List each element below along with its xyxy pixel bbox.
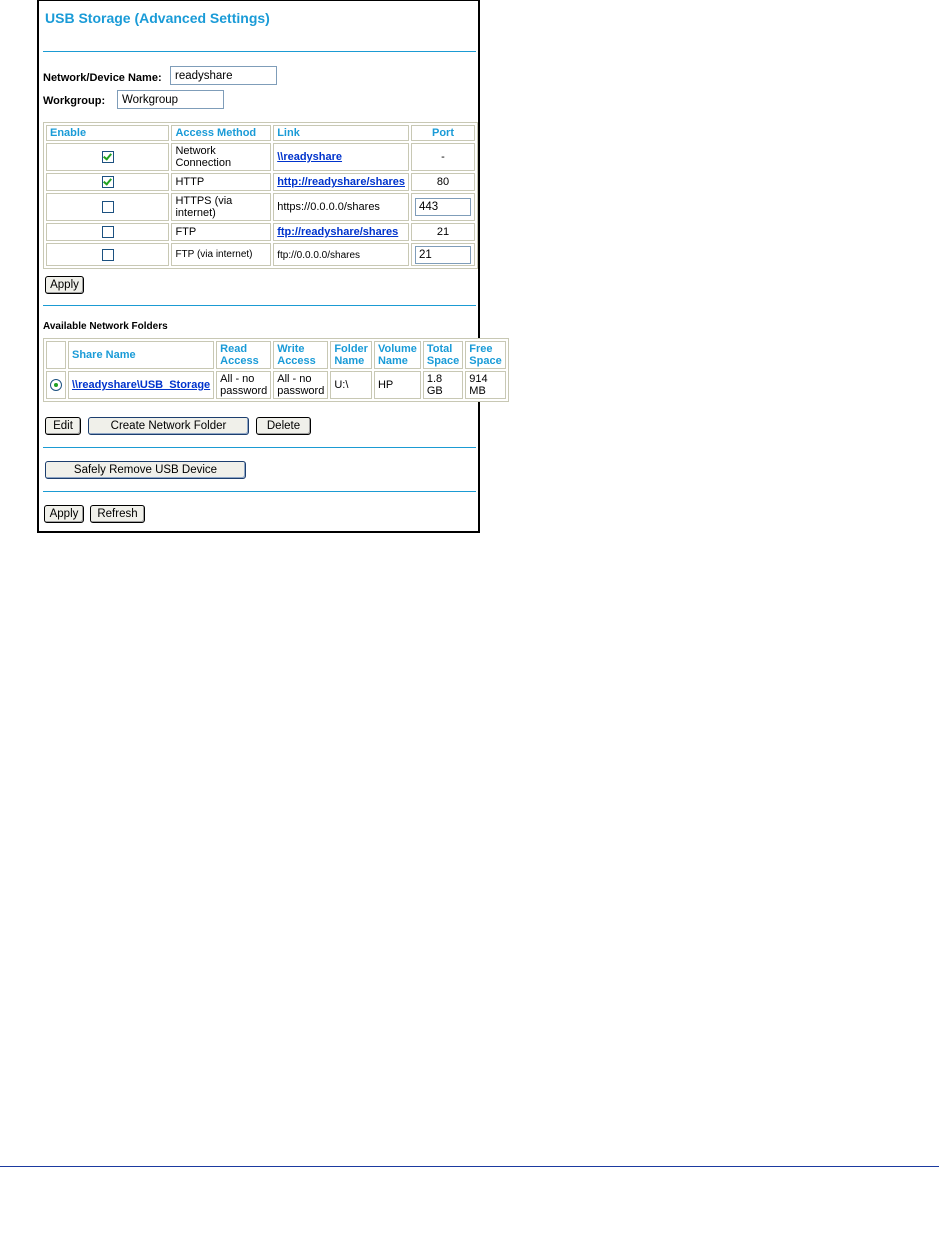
column-header-write-access: Write Access <box>273 341 328 369</box>
enable-cell <box>46 143 169 171</box>
create-network-folder-button[interactable]: Create Network Folder <box>88 417 249 435</box>
column-header-access-method: Access Method <box>171 125 271 141</box>
port-value: - <box>441 151 445 163</box>
divider <box>43 491 476 492</box>
port-input[interactable] <box>415 246 471 264</box>
link-text: ftp://0.0.0.0/shares <box>277 249 361 261</box>
folder-select-radio[interactable] <box>50 379 62 391</box>
divider <box>43 447 476 448</box>
column-header-select <box>46 341 66 369</box>
total-space-cell: 1.8 GB <box>423 371 463 399</box>
refresh-button[interactable]: Refresh <box>90 505 145 523</box>
free-space-cell: 914 MB <box>465 371 505 399</box>
access-method-cell: HTTP <box>171 173 271 191</box>
link-cell <box>273 223 409 241</box>
enable-cell <box>46 223 169 241</box>
link-cell <box>273 243 409 266</box>
apply-button[interactable]: Apply <box>45 276 84 294</box>
select-cell <box>46 371 66 399</box>
delete-button[interactable]: Delete <box>256 417 311 435</box>
column-header-port: Port <box>411 125 475 141</box>
enable-checkbox[interactable] <box>102 176 114 188</box>
divider <box>43 305 476 306</box>
share-link[interactable]: http://readyshare/shares <box>277 176 405 188</box>
volume-name-cell: HP <box>374 371 421 399</box>
apply-bottom-button[interactable]: Apply <box>44 505 84 523</box>
share-link[interactable]: ftp://readyshare/shares <box>277 226 399 238</box>
column-header-folder-name: Folder Name <box>330 341 372 369</box>
table-row <box>46 243 475 266</box>
table-row <box>46 173 475 191</box>
link-cell <box>273 173 409 191</box>
share-name-link[interactable]: \\readyshare\USB_Storage <box>72 379 211 391</box>
access-method-table <box>43 122 478 269</box>
page-footer-rule <box>0 1166 939 1167</box>
access-method-cell: Network Connection <box>171 143 271 171</box>
table-row <box>46 371 506 399</box>
workgroup-input[interactable] <box>117 90 224 109</box>
network-folders-table <box>43 338 509 402</box>
column-header-read-access: Read Access <box>216 341 271 369</box>
link-cell <box>273 193 409 221</box>
workgroup-label: Workgroup: <box>43 95 106 107</box>
port-cell <box>411 193 475 221</box>
link-cell <box>273 143 409 171</box>
column-header-total-space: Total Space <box>423 341 463 369</box>
port-cell <box>411 243 475 266</box>
port-cell <box>411 143 475 171</box>
share-link[interactable]: \\readyshare <box>277 151 343 163</box>
folder-name-cell: U:\ <box>330 371 372 399</box>
access-method-cell: FTP <box>171 223 271 241</box>
link-text: https://0.0.0.0/shares <box>277 201 380 213</box>
settings-panel <box>37 0 502 533</box>
port-value: 80 <box>436 176 450 188</box>
enable-cell <box>46 243 169 266</box>
share-name-cell <box>68 371 214 399</box>
device-name-label: Network/Device Name: <box>43 72 162 84</box>
read-access-cell: All - no password <box>216 371 271 399</box>
safely-remove-usb-button[interactable]: Safely Remove USB Device <box>45 461 246 479</box>
table-row <box>46 143 475 171</box>
divider <box>43 51 476 52</box>
column-header-share-name: Share Name <box>68 341 214 369</box>
port-value: 21 <box>436 226 450 238</box>
column-header-volume-name: Volume Name <box>374 341 421 369</box>
enable-checkbox[interactable] <box>102 151 114 163</box>
access-method-cell: HTTPS (via internet) <box>171 193 271 221</box>
device-name-input[interactable] <box>170 66 277 85</box>
port-cell <box>411 223 475 241</box>
write-access-cell: All - no password <box>273 371 328 399</box>
access-method-cell: FTP (via internet) <box>171 243 271 266</box>
column-header-link: Link <box>273 125 409 141</box>
table-row <box>46 193 475 221</box>
column-header-enable: Enable <box>46 125 169 141</box>
available-folders-label: Available Network Folders <box>43 321 168 332</box>
page-title: USB Storage (Advanced Settings) <box>45 10 270 26</box>
enable-checkbox[interactable] <box>102 226 114 238</box>
edit-button[interactable]: Edit <box>45 417 81 435</box>
enable-checkbox[interactable] <box>102 249 114 261</box>
table-row <box>46 223 475 241</box>
column-header-free-space: Free Space <box>465 341 505 369</box>
enable-cell <box>46 193 169 221</box>
port-cell <box>411 173 475 191</box>
enable-checkbox[interactable] <box>102 201 114 213</box>
port-input[interactable] <box>415 198 471 216</box>
enable-cell <box>46 173 169 191</box>
